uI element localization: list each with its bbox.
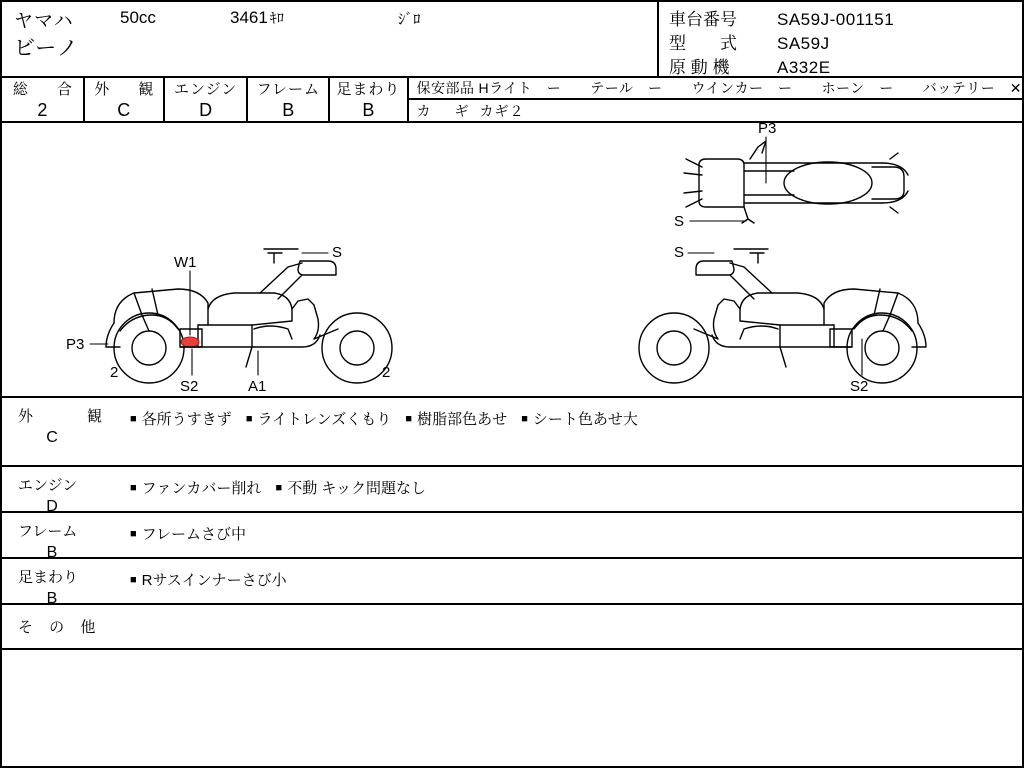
note-label-other [2, 605, 130, 638]
note-item: ■ ライトレンズくもり [245, 411, 392, 428]
note-label-suspension [2, 559, 130, 609]
mileage [230, 8, 284, 28]
note-label-frame-text: フレーム [18, 523, 78, 540]
safety-parts-block [409, 78, 1022, 121]
displacement: 50cc [120, 8, 156, 27]
note-row-other [2, 605, 1022, 650]
mileage-unit: ｷﾛ [269, 10, 284, 26]
square-bullet-icon: ■ [275, 482, 283, 494]
safety-parts-row [409, 78, 1022, 100]
grade-frame-value: B [282, 100, 295, 120]
note-body-frame [130, 513, 1022, 546]
label-left-wheel-rear: 2 [382, 364, 391, 381]
label-right-s2: S2 [850, 378, 869, 395]
note-body-appearance [130, 398, 1022, 431]
note-row-frame [2, 513, 1022, 559]
square-bullet-icon: ■ [521, 413, 528, 425]
note-label-other-text: そ の 他 [18, 619, 102, 636]
note-label-appearance [2, 398, 130, 448]
grade-band [2, 78, 1022, 123]
type-row [669, 29, 1022, 53]
figure-right-side-view [639, 249, 926, 383]
note-label-suspension-text: 足まわり [18, 569, 79, 586]
note-row-blank [2, 650, 1022, 692]
grade-engine-value: D [199, 100, 213, 120]
key-value: カギ２ [479, 103, 525, 119]
type-value: SA59J [777, 34, 830, 53]
note-item: ■ 各所うすきず [130, 411, 232, 428]
note-label-blank [2, 650, 130, 658]
grade-overall-value: 2 [37, 100, 48, 120]
note-item: ■ 樹脂部色あせ [405, 411, 508, 428]
square-bullet-icon: ■ [130, 528, 137, 540]
label-left-s: S [332, 244, 343, 261]
key-row [409, 100, 1022, 122]
note-label-frame [2, 513, 130, 563]
note-label-appearance-text: 外 観 [18, 408, 111, 425]
figure-left-side-view [106, 249, 392, 383]
square-bullet-icon: ■ [405, 413, 413, 425]
label-left-p3: P3 [66, 336, 85, 353]
note-body-engine [130, 467, 1022, 500]
label-top-p3: P3 [758, 123, 777, 137]
damage-diagram-area [2, 123, 1022, 398]
square-bullet-icon: ■ [130, 413, 137, 425]
grade-appearance-label: 外 観 [94, 81, 161, 98]
type-label: 型 式 [669, 34, 737, 53]
label-left-wheel-front: 2 [110, 364, 119, 381]
mileage-value: 3461 [230, 8, 268, 27]
color-code: ｼﾞﾛ [398, 11, 421, 28]
grade-frame [248, 78, 330, 121]
scooter-diagrams [2, 123, 1022, 398]
label-left-a1: A1 [248, 378, 267, 395]
maker-name: ヤマハ [14, 11, 74, 32]
note-body-other [130, 605, 1022, 615]
header-left [2, 2, 657, 76]
label-left-s2: S2 [180, 378, 199, 395]
grade-suspension-label: 足まわり [336, 81, 401, 98]
grade-engine-label: エンジン [173, 81, 238, 98]
header-right [659, 2, 1022, 76]
note-label-engine-text: エンジン [18, 477, 78, 494]
engine-value: A332E [777, 58, 831, 77]
grade-frame-label: フレーム [256, 81, 320, 98]
note-grade-appearance: C [46, 429, 58, 446]
grade-engine [165, 78, 249, 121]
label-right-s: S [674, 244, 685, 261]
note-item: ■ Rサスインナーさび小 [130, 572, 287, 589]
square-bullet-icon: ■ [130, 482, 137, 494]
note-item: ■ 不動 キック問題なし [275, 480, 427, 497]
vin-row [669, 5, 1022, 29]
note-item: ■ フレームさび中 [130, 526, 247, 543]
note-label-engine [2, 467, 130, 517]
grade-suspension-value: B [362, 100, 375, 120]
label-left-w1: W1 [174, 254, 197, 271]
grade-overall [2, 78, 85, 121]
vin-label: 車台番号 [669, 10, 737, 29]
note-body-suspension [130, 559, 1022, 592]
key-label: カ ギ [416, 103, 474, 119]
square-bullet-icon: ■ [245, 413, 253, 425]
note-item: ■ ファンカバー削れ [130, 480, 262, 497]
note-row-suspension [2, 559, 1022, 605]
grade-appearance [85, 78, 165, 121]
header [2, 2, 1022, 78]
safety-parts-title: 保安部品 [416, 80, 475, 96]
label-top-s: S [674, 213, 685, 230]
safety-parts-items: Hライト ー テール ー ウインカー ー ホーン ー バッテリー ✕ [478, 80, 1022, 96]
square-bullet-icon: ■ [130, 574, 137, 586]
engine-label: 原 動 機 [669, 58, 730, 77]
figure-top-view [684, 141, 908, 223]
note-row-engine [2, 467, 1022, 513]
note-grade-frame: B [46, 544, 58, 561]
note-row-appearance [2, 398, 1022, 467]
note-body-blank [130, 650, 1022, 660]
note-grade-suspension: B [46, 590, 58, 607]
grade-suspension [330, 78, 408, 121]
grade-appearance-value: C [117, 100, 131, 120]
grade-overall-label: 総 合 [12, 81, 79, 98]
engine-row [669, 53, 1022, 77]
note-grade-engine: D [46, 498, 58, 515]
model-name: ビーノ [14, 37, 79, 60]
note-item: ■ シート色あせ大 [521, 411, 638, 428]
vin-value: SA59J-001151 [777, 10, 895, 29]
